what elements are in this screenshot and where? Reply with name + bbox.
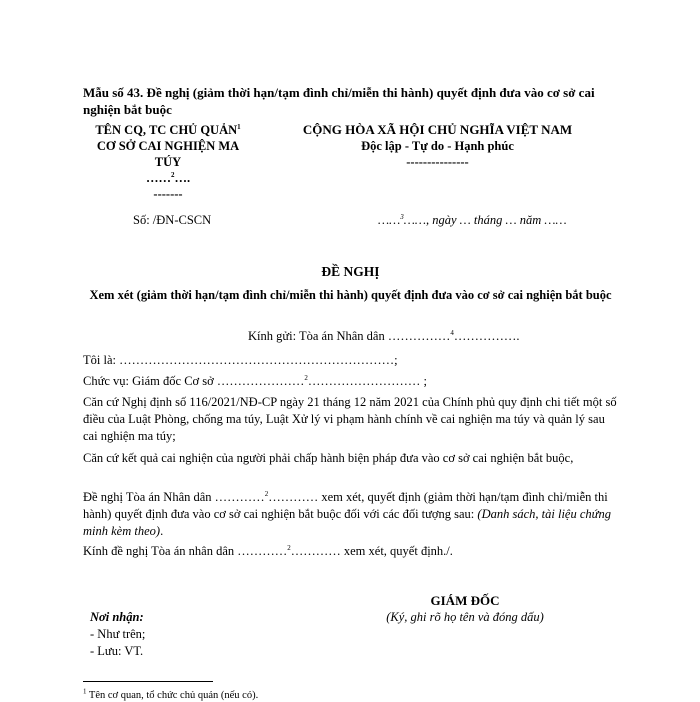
facility-name-placeholder: ……$^2$….: [145, 170, 191, 185]
legal-basis-decree: Căn cứ Nghị định số 116/2021/NĐ-CP ngày 21 tháng 12 năm 2021 của Chính phủ quy định chi tiết một số điều của Luật Phòng, chống ma túy, Luật Xử lý vi phạm hành chính về cai nghiện ma túy và quản lý sau cai nghiện ma túy;: [83, 395, 617, 443]
legal-basis-result: Căn cứ kết quả cai nghiện của người phải chấp hành biện pháp đưa vào cơ sở cai nghiện bắt buộc,: [83, 451, 574, 465]
form-title: Mẫu số 43. Đề nghị (giảm thời hạn/tạm đình chỉ/miễn thi hành) quyết định đưa vào cơ sở cai nghiện bắt buộc: [83, 85, 595, 117]
document-title: ĐỀ NGHỊ: [321, 264, 380, 279]
document-number: Số: /ĐN-CSCN: [133, 213, 212, 227]
position-line: Chức vụ: Giám đốc Cơ sở …………………$^2$……………………… ;: [83, 373, 427, 388]
header-right-rule: ---------------: [406, 155, 469, 169]
request-paragraph: Đề nghị Tòa án Nhân dân …………$^2$………… xem xét, quyết định (giảm thời hạn/tạm đình chỉ/miễn thi hành) quyết định đưa vào cơ sở cai nghiện bắt buộc đối với các đối tượng sau: (Danh sách, tài liệu chứng minh kèm theo).: [83, 489, 611, 538]
national-title: CỘNG HÒA XÃ HỘI CHỦ NGHĨA VIỆT NAM: [302, 122, 573, 137]
recipients-block: [90, 609, 145, 660]
header-left: [83, 122, 253, 202]
facility-line-cont: TÚY: [154, 155, 182, 169]
header-left-rule: -------: [153, 187, 183, 201]
date-line: ……$^3$……, ngày … tháng … năm ……: [378, 212, 567, 227]
signer-note: (Ký, ghi rõ họ tên và đóng dấu): [386, 610, 544, 624]
recipient-item: - Như trên;: [90, 627, 146, 641]
footnote-divider: [83, 681, 213, 682]
document-subtitle: Xem xét (giảm thời hạn/tạm đình chỉ/miễn thi hành) quyết định đưa vào cơ sở cai nghiện bắt buộc: [89, 288, 612, 302]
addressee-line: Kính gửi: Tòa án Nhân dân ……………$^4$…………….: [248, 328, 520, 343]
signature-block: [345, 592, 585, 626]
facility-line: CƠ SỞ CAI NGHIỆN MA: [96, 139, 240, 153]
header-right: [270, 122, 605, 170]
closing-request: Kính đề nghị Tòa án nhân dân …………$^2$………… xem xét, quyết định./.: [83, 543, 453, 558]
agency-line: TÊN CQ, TC CHỦ QUẢN$^1$: [95, 122, 241, 137]
footnote: $^1$ Tên cơ quan, tổ chức chủ quản (nếu có).: [83, 687, 259, 701]
applicant-name-line: Tôi là: …………………………………………………………;: [83, 353, 398, 367]
national-motto: Độc lập - Tự do - Hạnh phúc: [361, 139, 514, 153]
recipient-item: - Lưu: VT.: [90, 644, 144, 658]
recipients-label: Nơi nhận:: [90, 610, 144, 624]
signer-title: GIÁM ĐỐC: [430, 593, 500, 608]
